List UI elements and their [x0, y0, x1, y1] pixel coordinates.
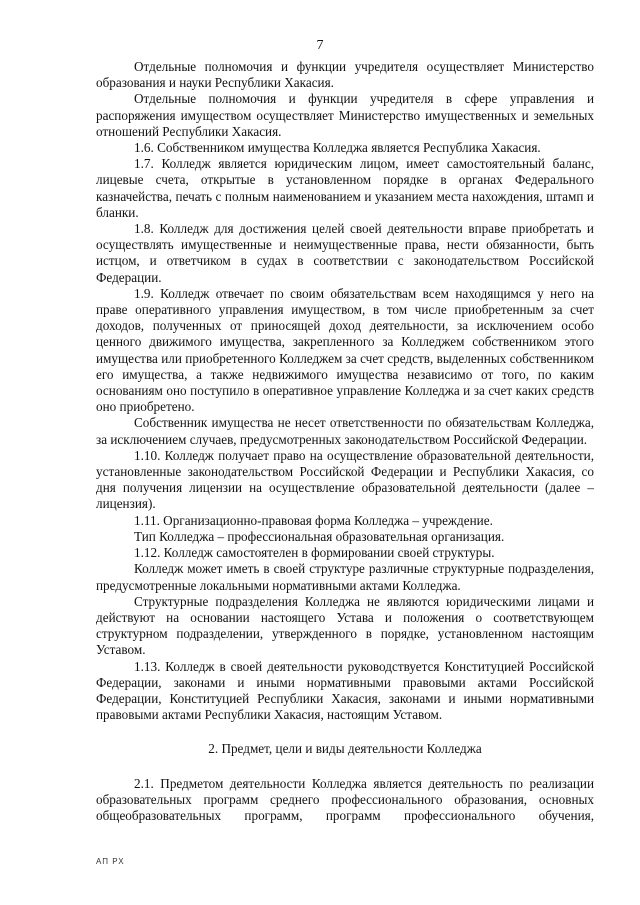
- paragraph-founder-ministry-property: Отдельные полномочия и функции учредителя в сфере управления и распоряжения имуществом осуществляет Министерство имущественных и земельных отношений Республики Хакасия.: [96, 91, 594, 139]
- paragraph-1-13: 1.13. Колледж в своей деятельности руководствуется Конституцией Российской Федерации, законами и иными нормативными правовыми актами Российской Федерации, Конституцией Республики Хакасия, законами и иными нормативными правовыми актами Республики Хакасия, настоящим Уставом.: [96, 658, 594, 723]
- paragraph-1-8: 1.8. Колледж для достижения целей своей деятельности вправе приобретать и осуществлять имущественные и неимущественные права, нести обязанности, быть истцом, и ответчиком в судах в соответствии с законодательством Российской Федерации.: [96, 221, 594, 285]
- section-heading: 2. Предмет, цели и виды деятельности Колледжа: [208, 741, 482, 757]
- paragraph-1-9: 1.9. Колледж отвечает по своим обязательствам всем находящимся у него на праве оперативного управления имуществом, в том числе приобретенным за счет доходов, полученных от приносящей доход деятельности, за исключением особо ценного движимого имущества, закрепленного за Колледжем собственником этого имущества или приобретенного Колледжем за счет средств, выделенных собственником его имущества, а также недвижимого имущества независимо от того, по каким основаниям оно поступило в оперативное управление Колледжа и за счет каких средств оно приобретено.: [96, 285, 594, 415]
- document-body: [96, 59, 594, 824]
- paragraph-1-12: 1.12. Колледж самостоятелен в формировании своей структуры.: [134, 545, 495, 561]
- paragraph-owner-liability: Собственник имущества не несет ответственности по обязательствам Колледжа, за исключением случаев, предусмотренных законодательством Российской Федерации.: [96, 415, 594, 447]
- paragraph-structure: Колледж может иметь в своей структуре различные структурные подразделения, предусмотренные локальными нормативными актами Колледжа.: [96, 561, 594, 593]
- paragraph-structural-units: Структурные подразделения Колледжа не являются юридическими лицами и действуют на основании настоящего Устава и положения о соответствующем структурном подразделении, утвержденного в порядке, установленном настоящим Уставом.: [96, 593, 594, 658]
- paragraph-2-1: 2.1. Предметом деятельности Колледжа является деятельность по реализации образовательных программ среднего профессионального образования, основных общеобразовательных программ, программ профессионального обучения,: [96, 775, 594, 823]
- paragraph-founder-ministry-education: Отдельные полномочия и функции учредителя осуществляет Министерство образования и науки Республики Хакасия.: [96, 59, 594, 91]
- paragraph-1-7: 1.7. Колледж является юридическим лицом, имеет самостоятельный баланс, лицевые счета, открытые в установленном порядке в органах Федерального казначейства, печать с полным наименованием и указанием места нахождения, штамп и бланки.: [96, 156, 594, 220]
- paragraph-1-10: 1.10. Колледж получает право на осуществление образовательной деятельности, установленные законодательством Российской Федерации и Республики Хакасия, со дня получения лицензии на осуществление образовательной деятельности (далее – лицензия).: [96, 447, 594, 512]
- footer-mark: АП РХ: [96, 857, 125, 866]
- paragraph-1-11: 1.11. Организационно-правовая форма Колледжа – учреждение.: [134, 512, 493, 528]
- paragraph-1-6: 1.6. Собственником имущества Колледжа является Республика Хакасия.: [134, 140, 541, 156]
- paragraph-college-type: Тип Колледжа – профессиональная образовательная организация.: [134, 528, 505, 544]
- page-number: 7: [316, 38, 324, 53]
